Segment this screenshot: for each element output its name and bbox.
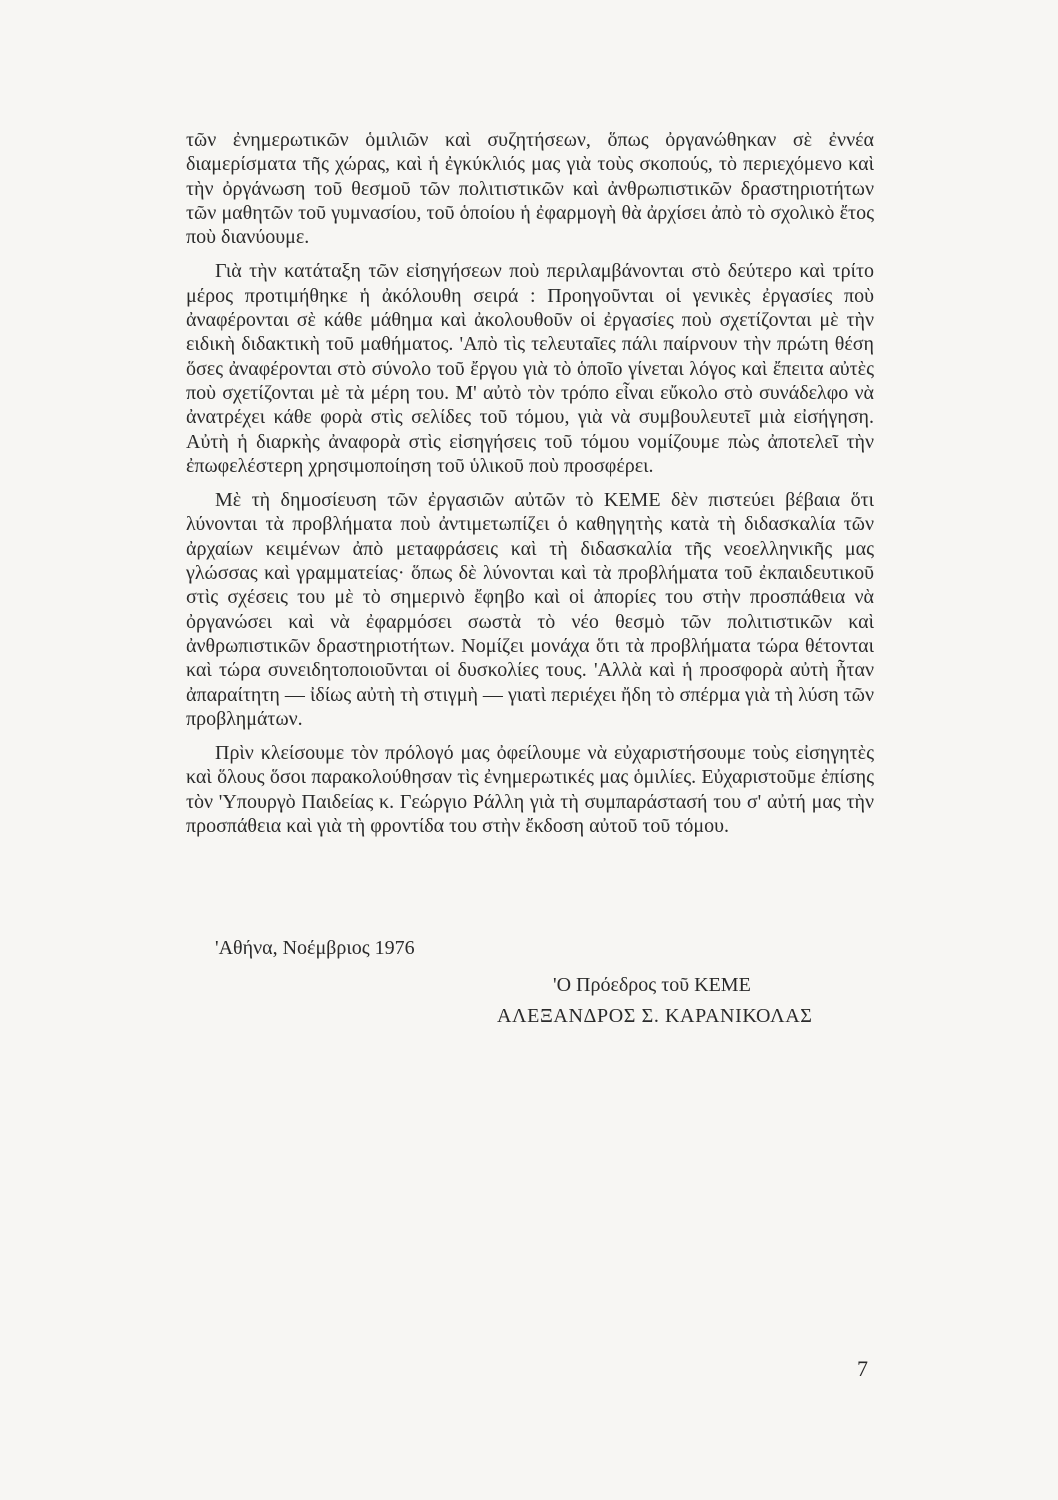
paragraph-thanks: Πρὶν κλείσουμε τὸν πρόλογό μας ὀφείλουμε νὰ εὐχαριστήσουμε τοὺς εἰσηγητὲς καὶ ὅλους ὅσοι παρακολούθησαν τὶς ἐνημερωτικές μας ὁμιλίες. Εὐχαριστοῦμε ἐπίσης τὸν 'Υπουργὸ Παιδείας κ. Γεώργιο Ράλλη γιὰ τὴ συμπαράστασή του σ' αὐτή μας τὴν προσπάθεια καὶ γιὰ τὴ φροντίδα του στὴν ἔκδοση αὐτοῦ τοῦ τόμου. xyxy=(186,742,874,838)
signature-name: ΑΛΕΞΑΝΔΡΟΣ Σ. ΚΑΡΑΝΙΚΟΛΑΣ xyxy=(497,1005,813,1027)
paragraph-ordering: Γιὰ τὴν κατάταξη τῶν εἰσηγήσεων ποὺ περιλαμβάνονται στὸ δεύτερο καὶ τρίτο μέρος προτιμήθηκε ἡ ἀκόλουθη σειρά : Προηγοῦνται οἱ γενικὲς ἐργασίες ποὺ ἀναφέρονται σὲ κάθε μάθημα καὶ ἀκολουθοῦν οἱ ἐργασίες ποὺ σχετίζονται μὲ τὴν ειδικὴ διδακτικὴ τοῦ μαθήματος. 'Απὸ τὶς τελευταῖες πάλι παίρνουν τὴν πρώτη θέση ὅσες ἀναφέρονται στὸ σύνολο τοῦ ἔργου γιὰ τὸ ὁποῖο γίνεται λόγος καὶ ἔπειτα αὐτὲς ποὺ σχετίζονται μὲ τὰ μέρη του. Μ' αὐτὸ τὸν τρόπο εἶναι εὔκολο στὸ συνάδελφο νὰ ἀνατρέχει κάθε φορὰ στὶς σελίδες τοῦ τόμου, γιὰ νὰ συμβουλευτεῖ μιὰ εἰσήγηση. Αὐτὴ ἡ διαρκὴς ἀναφορὰ στὶς εἰσηγήσεις τοῦ τόμου νομίζουμε πὼς ἀποτελεῖ τὴν ἐπωφελέστερη χρησιμοποίηση τοῦ ὑλικοῦ ποὺ προσφέρει. xyxy=(186,260,874,477)
page-number: 7 xyxy=(857,1356,868,1381)
body-text xyxy=(186,128,874,838)
date-line: 'Αθήνα, Νοέμβριος 1976 xyxy=(215,937,415,959)
signature-title: 'Ο Πρόεδρος τοῦ ΚΕΜΕ xyxy=(553,974,751,996)
paragraph-continuation: τῶν ἐνημερωτικῶν ὁμιλιῶν καὶ συζητήσεων, ὅπως ὀργανώθηκαν σὲ ἐννέα διαμερίσματα τῆς χώρας, καὶ ἡ ἐγκύκλιός μας γιὰ τοὺς σκοπούς, τὸ περιεχόμενο καὶ τὴν ὀργάνωση τοῦ θεσμοῦ τῶν πολιτιστικῶν καὶ ἀνθρωπιστικῶν δραστηριοτήτων τῶν μαθητῶν τοῦ γυμνασίου, τοῦ ὁποίου ἡ ἐφαρμογὴ θὰ ἀρχίσει ἀπὸ τὸ σχολικὸ ἔτος ποὺ διανύουμε. xyxy=(186,129,874,249)
paragraph-publication: Μὲ τὴ δημοσίευση τῶν ἐργασιῶν αὐτῶν τὸ ΚΕΜΕ δὲν πιστεύει βέβαια ὅτι λύνονται τὰ προβλήματα ποὺ ἀντιμετωπίζει ὁ καθηγητὴς κατὰ τὴ διδασκαλία τῶν ἀρχαίων κειμένων ἀπὸ μεταφράσεις καὶ τὴ διδασκαλία τῆς νεοελληνικῆς μας γλώσσας καὶ γραμματείας· ὅπως δὲ λύνονται καὶ τὰ προβλήματα τοῦ ἐκπαιδευτικοῦ στὶς σχέσεις του μὲ τὸ σημερινὸ ἔφηβο καὶ οἱ ἀπορίες του στὴν προσπάθεια νὰ ὀργανώσει καὶ νὰ ἐφαρμόσει σωστὰ τὸ νέο θεσμὸ τῶν πολιτιστικῶν καὶ ἀνθρωπιστικῶν δραστηριοτήτων. Νομίζει μονάχα ὅτι τὰ προβλήματα τώρα θέτονται καὶ τώρα συνειδητοποιοῦνται οἱ δυσκολίες τους. 'Αλλὰ καὶ ἡ προσφορὰ αὐτὴ ἦταν ἀπαραίτητη — ἰδίως αὐτὴ τὴ στιγμὴ — γιατὶ περιέχει ἤδη τὸ σπέρμα γιὰ τὴ λύση τῶν προβλημάτων. xyxy=(186,489,874,730)
